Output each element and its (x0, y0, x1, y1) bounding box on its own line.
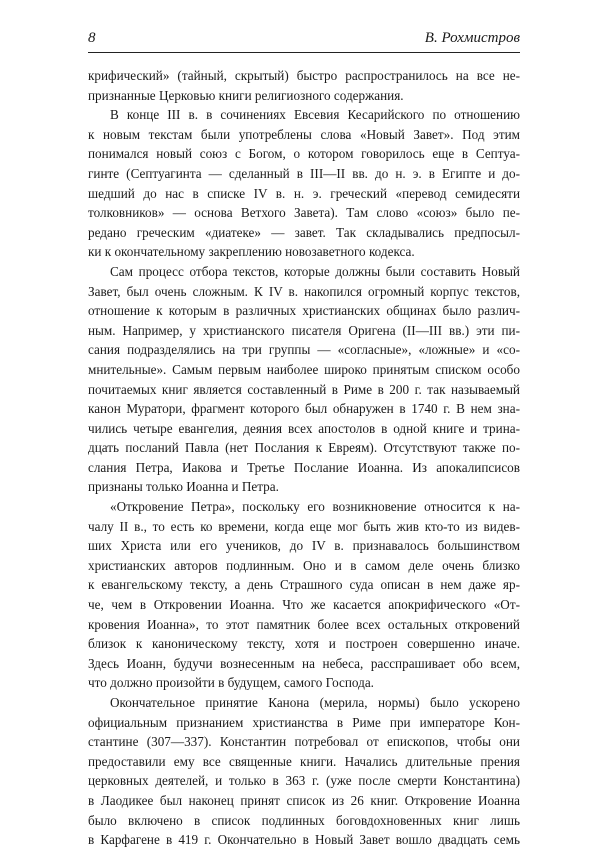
text-line: мнительные». Самым первым наиболее широко принятым списком особо (88, 361, 520, 377)
text-line: понимался новый союз с Богом, о котором говорилось еще в Септуа- (88, 146, 520, 162)
text-line: канон Муратори, фрагмент которого был обнаружен в 1740 г. В нем зна- (88, 401, 520, 417)
running-head-author: В. Рохмистров (424, 30, 520, 46)
text-line: признанные Церковью книги религиозного содержания. (88, 87, 404, 103)
text-line: Здесь Иоанн, будучи вознесенным на небеса, расспрашивает обо всем, (88, 655, 520, 671)
text-line: признаны только Иоанна и Петра. (88, 479, 279, 495)
text-line: гинте (Септуагинта — сделанный в III—II вв. до н. э. в Египте и до- (88, 165, 520, 181)
paragraph (88, 497, 520, 693)
text-line: христианских авторов подлинным. Оно и в самом деле очень близко (88, 557, 520, 573)
text-line: чалу II в., то есть ко времени, когда еще мог быть жив кто-то из видев- (88, 518, 520, 534)
text-line: ным. Например, у христианского писателя Оригена (II—III вв.) эти пи- (88, 322, 520, 338)
text-line: близок к каноническому тексту, хотя и построен совершенно иначе. (88, 636, 520, 652)
paragraph (88, 66, 520, 105)
text-line: стантине (307—337). Константин потребовал от епископов, чтобы они (88, 734, 520, 750)
text-line: шедший до нас в списке IV в. н. э. греческий «перевод семидесяти (88, 185, 520, 201)
text-line: В конце III в. в сочинениях Евсевия Кесарийского по отношению (110, 107, 520, 123)
text-line: Сам процесс отбора текстов, которые должны были составить Новый (110, 263, 520, 279)
text-line: церковных деятелей, и только в 363 г. (уже после смерти Константина) (88, 773, 520, 789)
page-number: 8 (88, 30, 96, 46)
text-line: официальным признанием христианства в Риме при императоре Кон- (88, 714, 520, 730)
paragraph (88, 262, 520, 497)
text-line: слания Петра, Иакова и Третье Послание Иоанна. Из апокалипсисов (88, 459, 520, 475)
text-line: предоставили ему все священные книги. Начались длительные прения (88, 753, 520, 769)
text-line: че, чем в Откровении Иоанна. Что же касается апокрифического «От- (88, 597, 520, 613)
text-line: было включено в список подлинных боговдохновенных книг лишь (88, 812, 520, 828)
text-line: кровения Иоанна», то этот памятник более всех остальных откровений (88, 616, 520, 632)
paragraph (88, 105, 520, 262)
text-line: отношение к которым в различных христианских общинах было различ- (88, 303, 520, 319)
text-line: к новым текстам были употреблены слова «Новый Завет». Под этим (88, 126, 520, 142)
text-line: Окончательное принятие Канона (мерила, нормы) было ускорено (110, 695, 520, 710)
text-line: крифический» (тайный, скрытый) быстро распространилось на все не- (88, 68, 520, 83)
text-line: «Откровение Петра», поскольку его возникновение относится к на- (110, 499, 520, 515)
text-line: к евангельскому тексту, а день Страшного суда описан в нем даже яр- (88, 577, 520, 593)
text-line: чились четыре евангелия, деяния всех апостолов в одной книге и трина- (88, 420, 520, 436)
paragraph (88, 693, 520, 850)
text-line: в Карфагене в 419 г. Окончательно в Новый Завет вошло двадцать семь (88, 832, 520, 848)
text-line: редано греческим «диатеке» — завет. Так складывались предпосыл- (88, 224, 520, 240)
text-line: что должно произойти в будущем, самого Господа. (88, 675, 374, 691)
text-line: почитаемых книг является составленный в Риме в 200 г. так называемый (88, 381, 520, 397)
text-line: сания подразделялись на три группы — «согласные», «ложные» и «со- (88, 342, 520, 358)
text-line: ки к окончательному закреплению новозаветного кодекса. (88, 244, 415, 260)
text-line: Завет, был очень сложным. К IV в. накопился огромный корпус текстов, (88, 283, 520, 299)
text-line: в Лаодикее был наконец принят список из 26 книг. Откровение Иоанна (88, 792, 520, 808)
text-line: толковников» — основа Ветхого Завета). Там слово «союз» было пе- (88, 205, 520, 221)
text-line: ших Христа или его учеников, до IV в. признавалось большинством (88, 538, 520, 554)
text-line: дцать посланий Павла (нет Послания к Евреям). Отсутствуют также по- (88, 440, 520, 456)
running-header (88, 28, 520, 53)
body-text (88, 66, 520, 850)
